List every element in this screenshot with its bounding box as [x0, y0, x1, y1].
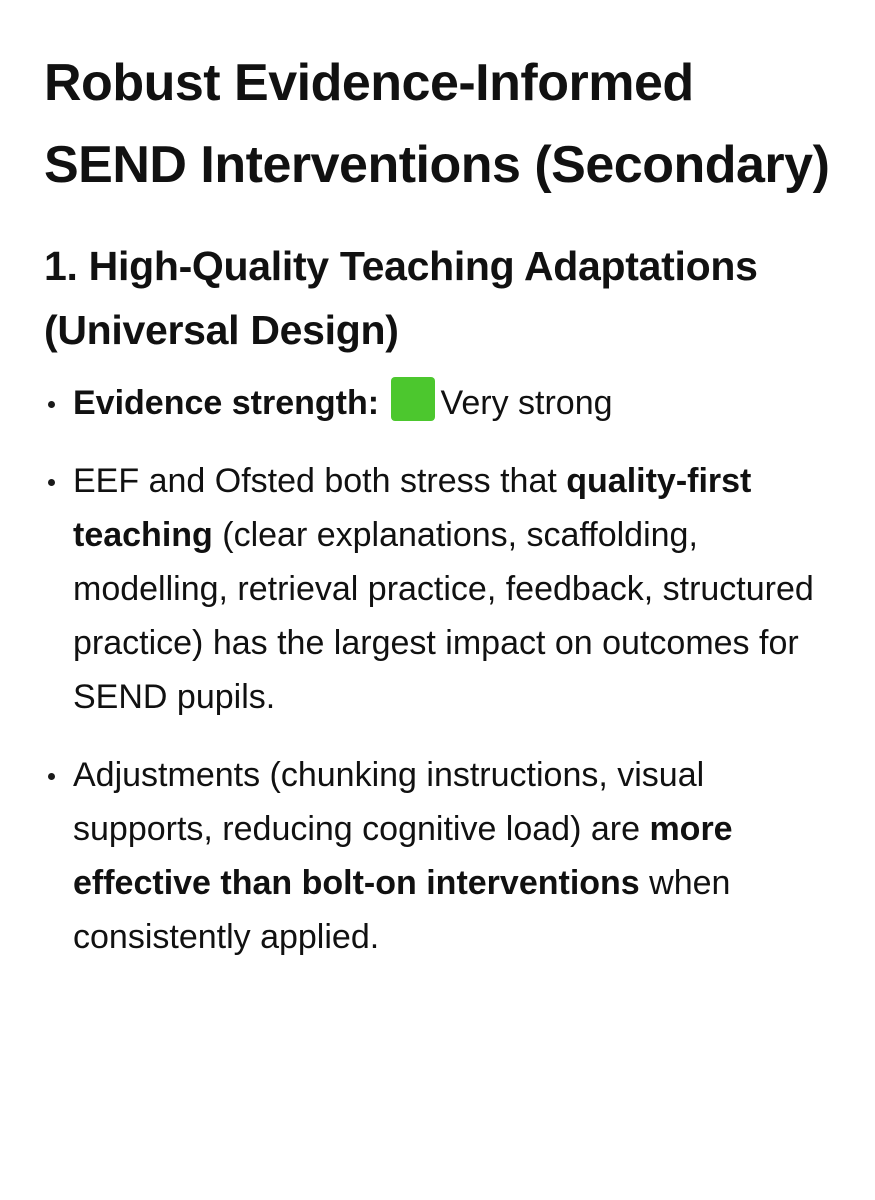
bullet-bold-text: more effective than bolt-on interventions — [73, 810, 733, 902]
bullet-quality-first-teaching — [44, 454, 835, 724]
bullet-evidence-strength — [44, 376, 835, 430]
evidence-strength-label: Evidence strength: — [73, 384, 380, 422]
evidence-strength-value: Very strong — [440, 384, 613, 422]
bullet-text: EEF and Ofsted both stress that — [73, 462, 567, 500]
bullet-list — [44, 376, 835, 964]
bullet-adjustments — [44, 748, 835, 964]
bullet-text: when consistently applied. — [73, 864, 731, 956]
bullet-text: (clear explanations, scaffolding, modelling, retrieval practice, feedback, structured practice) has the largest impact on outcomes for SEND pupils. — [73, 516, 814, 716]
bullet-text: Adjustments (chunking instructions, visual supports, reducing cognitive load) are — [73, 756, 705, 848]
bullet-bold-text: quality-first teaching — [73, 462, 752, 554]
document-title: Robust Evidence-Informed SEND Interventions (Secondary) — [44, 54, 830, 194]
green-square-icon — [391, 377, 435, 421]
section-heading: 1. High-Quality Teaching Adaptations (Universal Design) — [44, 243, 758, 353]
